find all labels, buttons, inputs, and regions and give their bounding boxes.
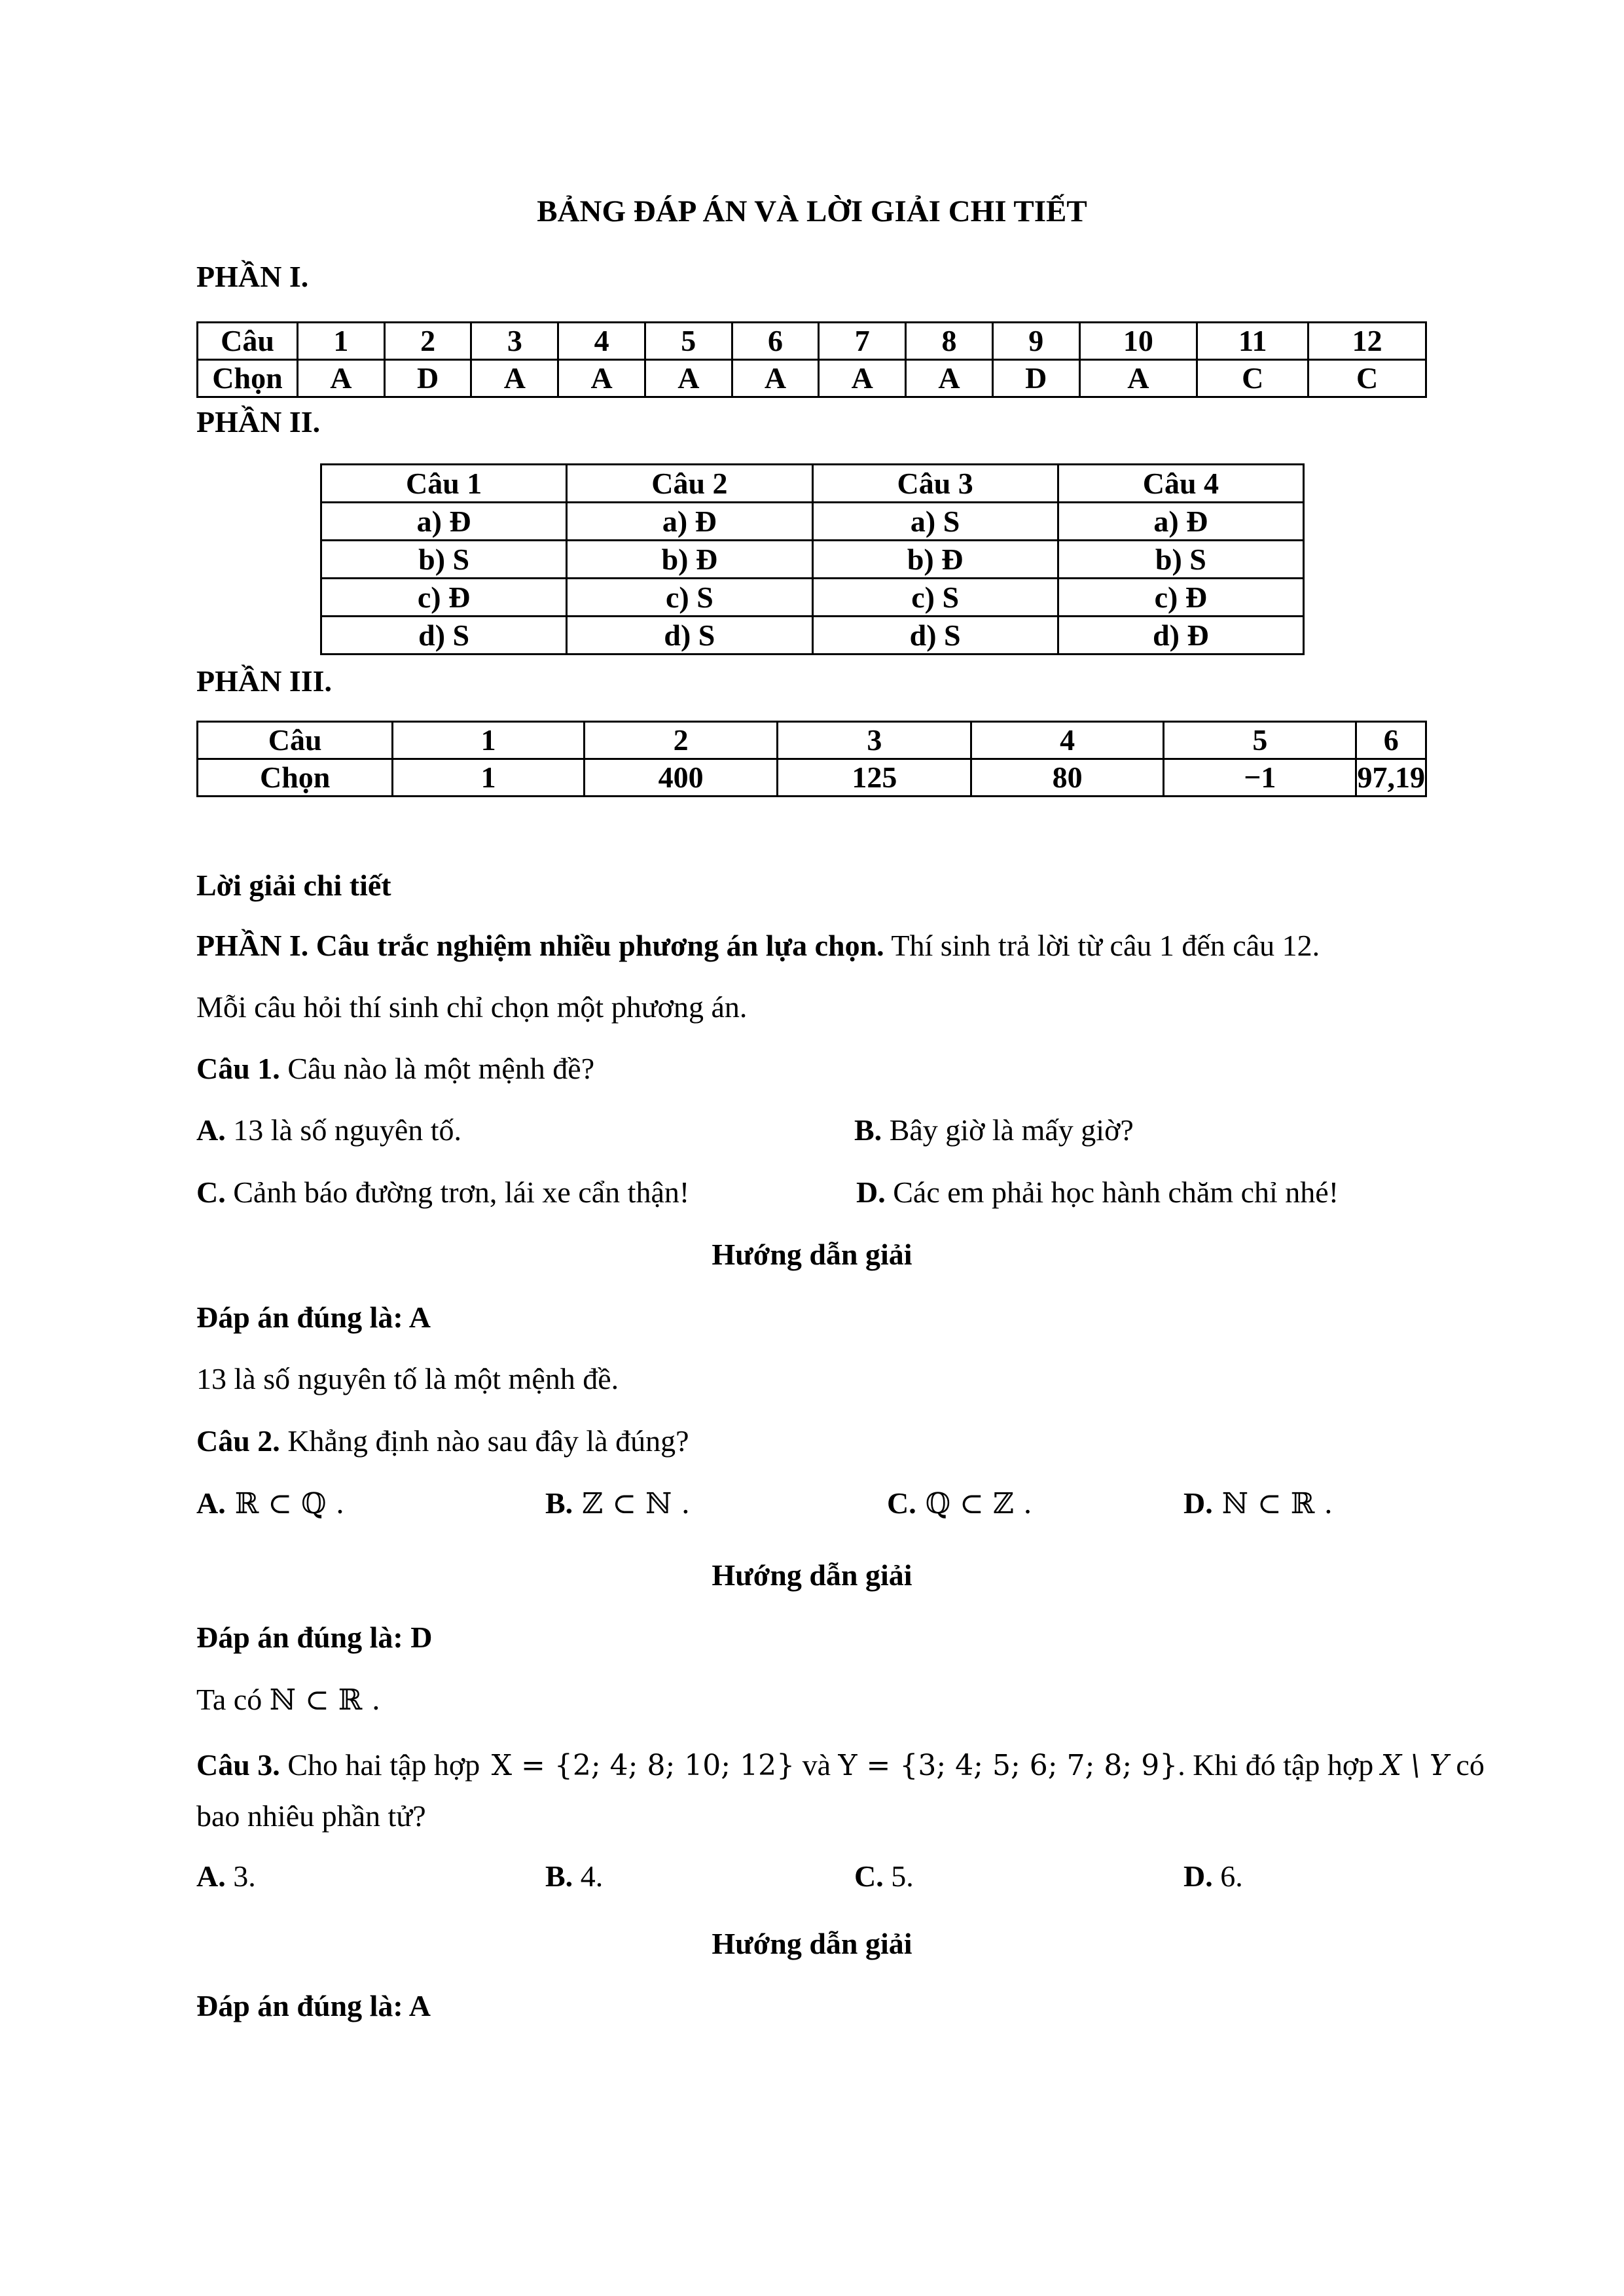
set-x-math: X = {2; 4; 8; 10; 12} <box>491 1749 795 1782</box>
answer-cell: a) Đ <box>321 503 567 541</box>
answer-line: Đáp án đúng là: A <box>196 1989 431 2022</box>
option-a <box>196 1859 256 1893</box>
answer-cell: 400 <box>584 759 778 797</box>
table-row <box>321 503 1304 541</box>
option-key: C. <box>887 1486 916 1520</box>
option-key: C. <box>196 1175 226 1209</box>
option-text: ℕ ⊂ ℝ . <box>1212 1487 1333 1520</box>
answer-cell: D <box>384 360 471 397</box>
table-row-answers <box>198 360 1426 397</box>
answer-cell: c) Đ <box>1058 579 1303 617</box>
option-b <box>854 1113 1134 1147</box>
option-a <box>196 1486 344 1520</box>
answer-cell: c) Đ <box>321 579 567 617</box>
answer-cell: C <box>1308 360 1426 397</box>
answer-cell: c) S <box>812 579 1058 617</box>
question-3-line2: bao nhiêu phần tử? <box>196 1799 426 1833</box>
question-number: 5 <box>645 323 732 360</box>
question-number: 8 <box>906 323 993 360</box>
part2-heading: PHẦN II. <box>196 405 321 439</box>
question-2 <box>196 1424 689 1458</box>
table-row <box>321 579 1304 617</box>
question-text: Khẳng định nào sau đây là đúng? <box>280 1424 689 1458</box>
option-text: ℤ ⊂ ℕ . <box>573 1487 691 1520</box>
option-key: D. <box>856 1175 886 1209</box>
answer-cell: d) S <box>812 617 1058 655</box>
question-text: Câu nào là một mệnh đề? <box>280 1052 595 1085</box>
answer-cell: A <box>471 360 558 397</box>
column-header: Câu 2 <box>567 465 812 503</box>
question-number: 12 <box>1308 323 1426 360</box>
option-text: 13 là số nguyên tố. <box>225 1113 462 1147</box>
table-row <box>321 541 1304 579</box>
answer-cell: d) Đ <box>1058 617 1303 655</box>
question-number: 7 <box>819 323 906 360</box>
option-key: B. <box>545 1486 573 1520</box>
table-row-header <box>321 465 1304 503</box>
answer-cell: d) S <box>567 617 812 655</box>
question-label: Câu 1. <box>196 1052 280 1085</box>
answer-cell: 125 <box>778 759 971 797</box>
option-c <box>887 1486 1032 1520</box>
answer-cell: b) Đ <box>812 541 1058 579</box>
answer-cell: a) Đ <box>567 503 812 541</box>
guide-heading: Hướng dẫn giải <box>712 1558 912 1592</box>
question-3 <box>196 1748 1485 1782</box>
solutions-heading: Lời giải chi tiết <box>196 869 391 902</box>
explanation <box>196 1682 380 1717</box>
option-d <box>856 1175 1339 1210</box>
part1-intro-rest: Thí sinh trả lời từ câu 1 đến câu 12. <box>884 929 1320 962</box>
answer-line: Đáp án đúng là: A <box>196 1300 431 1334</box>
option-text: ℝ ⊂ ℚ . <box>225 1487 345 1520</box>
explanation-math: ℕ ⊂ ℝ . <box>269 1683 381 1717</box>
question-number: 9 <box>992 323 1079 360</box>
option-key: A. <box>196 1486 226 1520</box>
part1-heading: PHẦN I. <box>196 260 309 293</box>
option-a <box>196 1113 461 1147</box>
part1-intro-line2: Mỗi câu hỏi thí sinh chỉ chọn một phương án. <box>196 990 748 1024</box>
explanation: 13 là số nguyên tố là một mệnh đề. <box>196 1362 619 1395</box>
answer-cell: b) Đ <box>567 541 812 579</box>
question-label: Câu 3. <box>196 1748 280 1782</box>
set-y-math: Y = {3; 4; 5; 6; 7; 8; 9} <box>838 1749 1178 1782</box>
option-b <box>545 1859 603 1893</box>
option-key: D. <box>1183 1859 1213 1893</box>
answer-cell: 1 <box>393 759 584 797</box>
question-number: 1 <box>298 323 385 360</box>
question-number: 3 <box>471 323 558 360</box>
table-row-answers <box>198 759 1426 797</box>
question-number: 6 <box>732 323 819 360</box>
answer-cell: A <box>819 360 906 397</box>
answer-cell: D <box>992 360 1079 397</box>
question-number: 4 <box>971 722 1164 759</box>
option-b <box>545 1486 690 1520</box>
answer-cell: a) Đ <box>1058 503 1303 541</box>
question-number: 2 <box>584 722 778 759</box>
answer-cell: A <box>732 360 819 397</box>
answer-cell: A <box>906 360 993 397</box>
part3-heading: PHẦN III. <box>196 664 333 698</box>
question-label: Câu 2. <box>196 1424 280 1458</box>
question-number: 10 <box>1079 323 1197 360</box>
option-key: B. <box>854 1113 882 1147</box>
option-text: Các em phải học hành chăm chỉ nhé! <box>885 1175 1339 1209</box>
guide-heading: Hướng dẫn giải <box>712 1238 912 1271</box>
question-text: và <box>795 1748 839 1782</box>
row-label: Câu <box>198 323 298 360</box>
option-key: B. <box>545 1859 573 1893</box>
answer-line: Đáp án đúng là: D <box>196 1621 433 1654</box>
part1-intro <box>196 928 1320 963</box>
option-key: C. <box>854 1859 884 1893</box>
row-label: Chọn <box>198 759 393 797</box>
part1-answer-table <box>196 321 1427 398</box>
table-row-questions <box>198 323 1426 360</box>
answer-cell: b) S <box>321 541 567 579</box>
row-label: Chọn <box>198 360 298 397</box>
part1-intro-bold: PHẦN I. Câu trắc nghiệm nhiều phương án lựa chọn. <box>196 929 884 962</box>
option-text: 3. <box>225 1859 256 1893</box>
option-c <box>196 1175 689 1210</box>
option-text: ℚ ⊂ ℤ . <box>916 1487 1032 1520</box>
option-key: D. <box>1183 1486 1213 1520</box>
option-text: 5. <box>883 1859 914 1893</box>
answer-cell: 97,19 <box>1356 759 1426 797</box>
option-key: A. <box>196 1859 226 1893</box>
answer-cell: c) S <box>567 579 812 617</box>
question-number: 1 <box>393 722 584 759</box>
answer-cell: A <box>558 360 645 397</box>
question-text: . Khi đó tập hợp <box>1178 1748 1381 1782</box>
answer-cell: d) S <box>321 617 567 655</box>
question-text: Cho hai tập hợp <box>280 1748 488 1782</box>
column-header: Câu 1 <box>321 465 567 503</box>
answer-cell: C <box>1197 360 1308 397</box>
option-key: A. <box>196 1113 226 1147</box>
guide-heading: Hướng dẫn giải <box>712 1927 912 1960</box>
answer-cell: a) S <box>812 503 1058 541</box>
option-d <box>1183 1859 1243 1893</box>
column-header: Câu 4 <box>1058 465 1303 503</box>
option-text: 6. <box>1212 1859 1243 1893</box>
question-number: 4 <box>558 323 645 360</box>
document-title: BẢNG ĐÁP ÁN VÀ LỜI GIẢI CHI TIẾT <box>537 194 1087 228</box>
answer-cell: A <box>645 360 732 397</box>
option-text: 4. <box>573 1859 604 1893</box>
explanation-text: Ta có <box>196 1683 270 1716</box>
part2-answer-table <box>320 463 1305 655</box>
option-c <box>854 1859 914 1893</box>
table-row <box>321 617 1304 655</box>
question-number: 2 <box>384 323 471 360</box>
part3-answer-table <box>196 721 1427 797</box>
question-1 <box>196 1051 594 1086</box>
option-text: Cảnh báo đường trơn, lái xe cẩn thận! <box>225 1175 690 1209</box>
row-label: Câu <box>198 722 393 759</box>
answer-cell: −1 <box>1164 759 1356 797</box>
option-d <box>1183 1486 1333 1520</box>
question-number: 3 <box>778 722 971 759</box>
answer-cell: 80 <box>971 759 1164 797</box>
answer-cell: A <box>298 360 385 397</box>
table-row-questions <box>198 722 1426 759</box>
answer-cell: A <box>1079 360 1197 397</box>
question-number: 6 <box>1356 722 1426 759</box>
column-header: Câu 3 <box>812 465 1058 503</box>
question-text: có <box>1448 1748 1485 1782</box>
option-text: Bây giờ là mấy giờ? <box>882 1113 1134 1147</box>
question-number: 5 <box>1164 722 1356 759</box>
question-number: 11 <box>1197 323 1308 360</box>
set-difference-math: X \ Y <box>1380 1749 1449 1782</box>
answer-cell: b) S <box>1058 541 1303 579</box>
